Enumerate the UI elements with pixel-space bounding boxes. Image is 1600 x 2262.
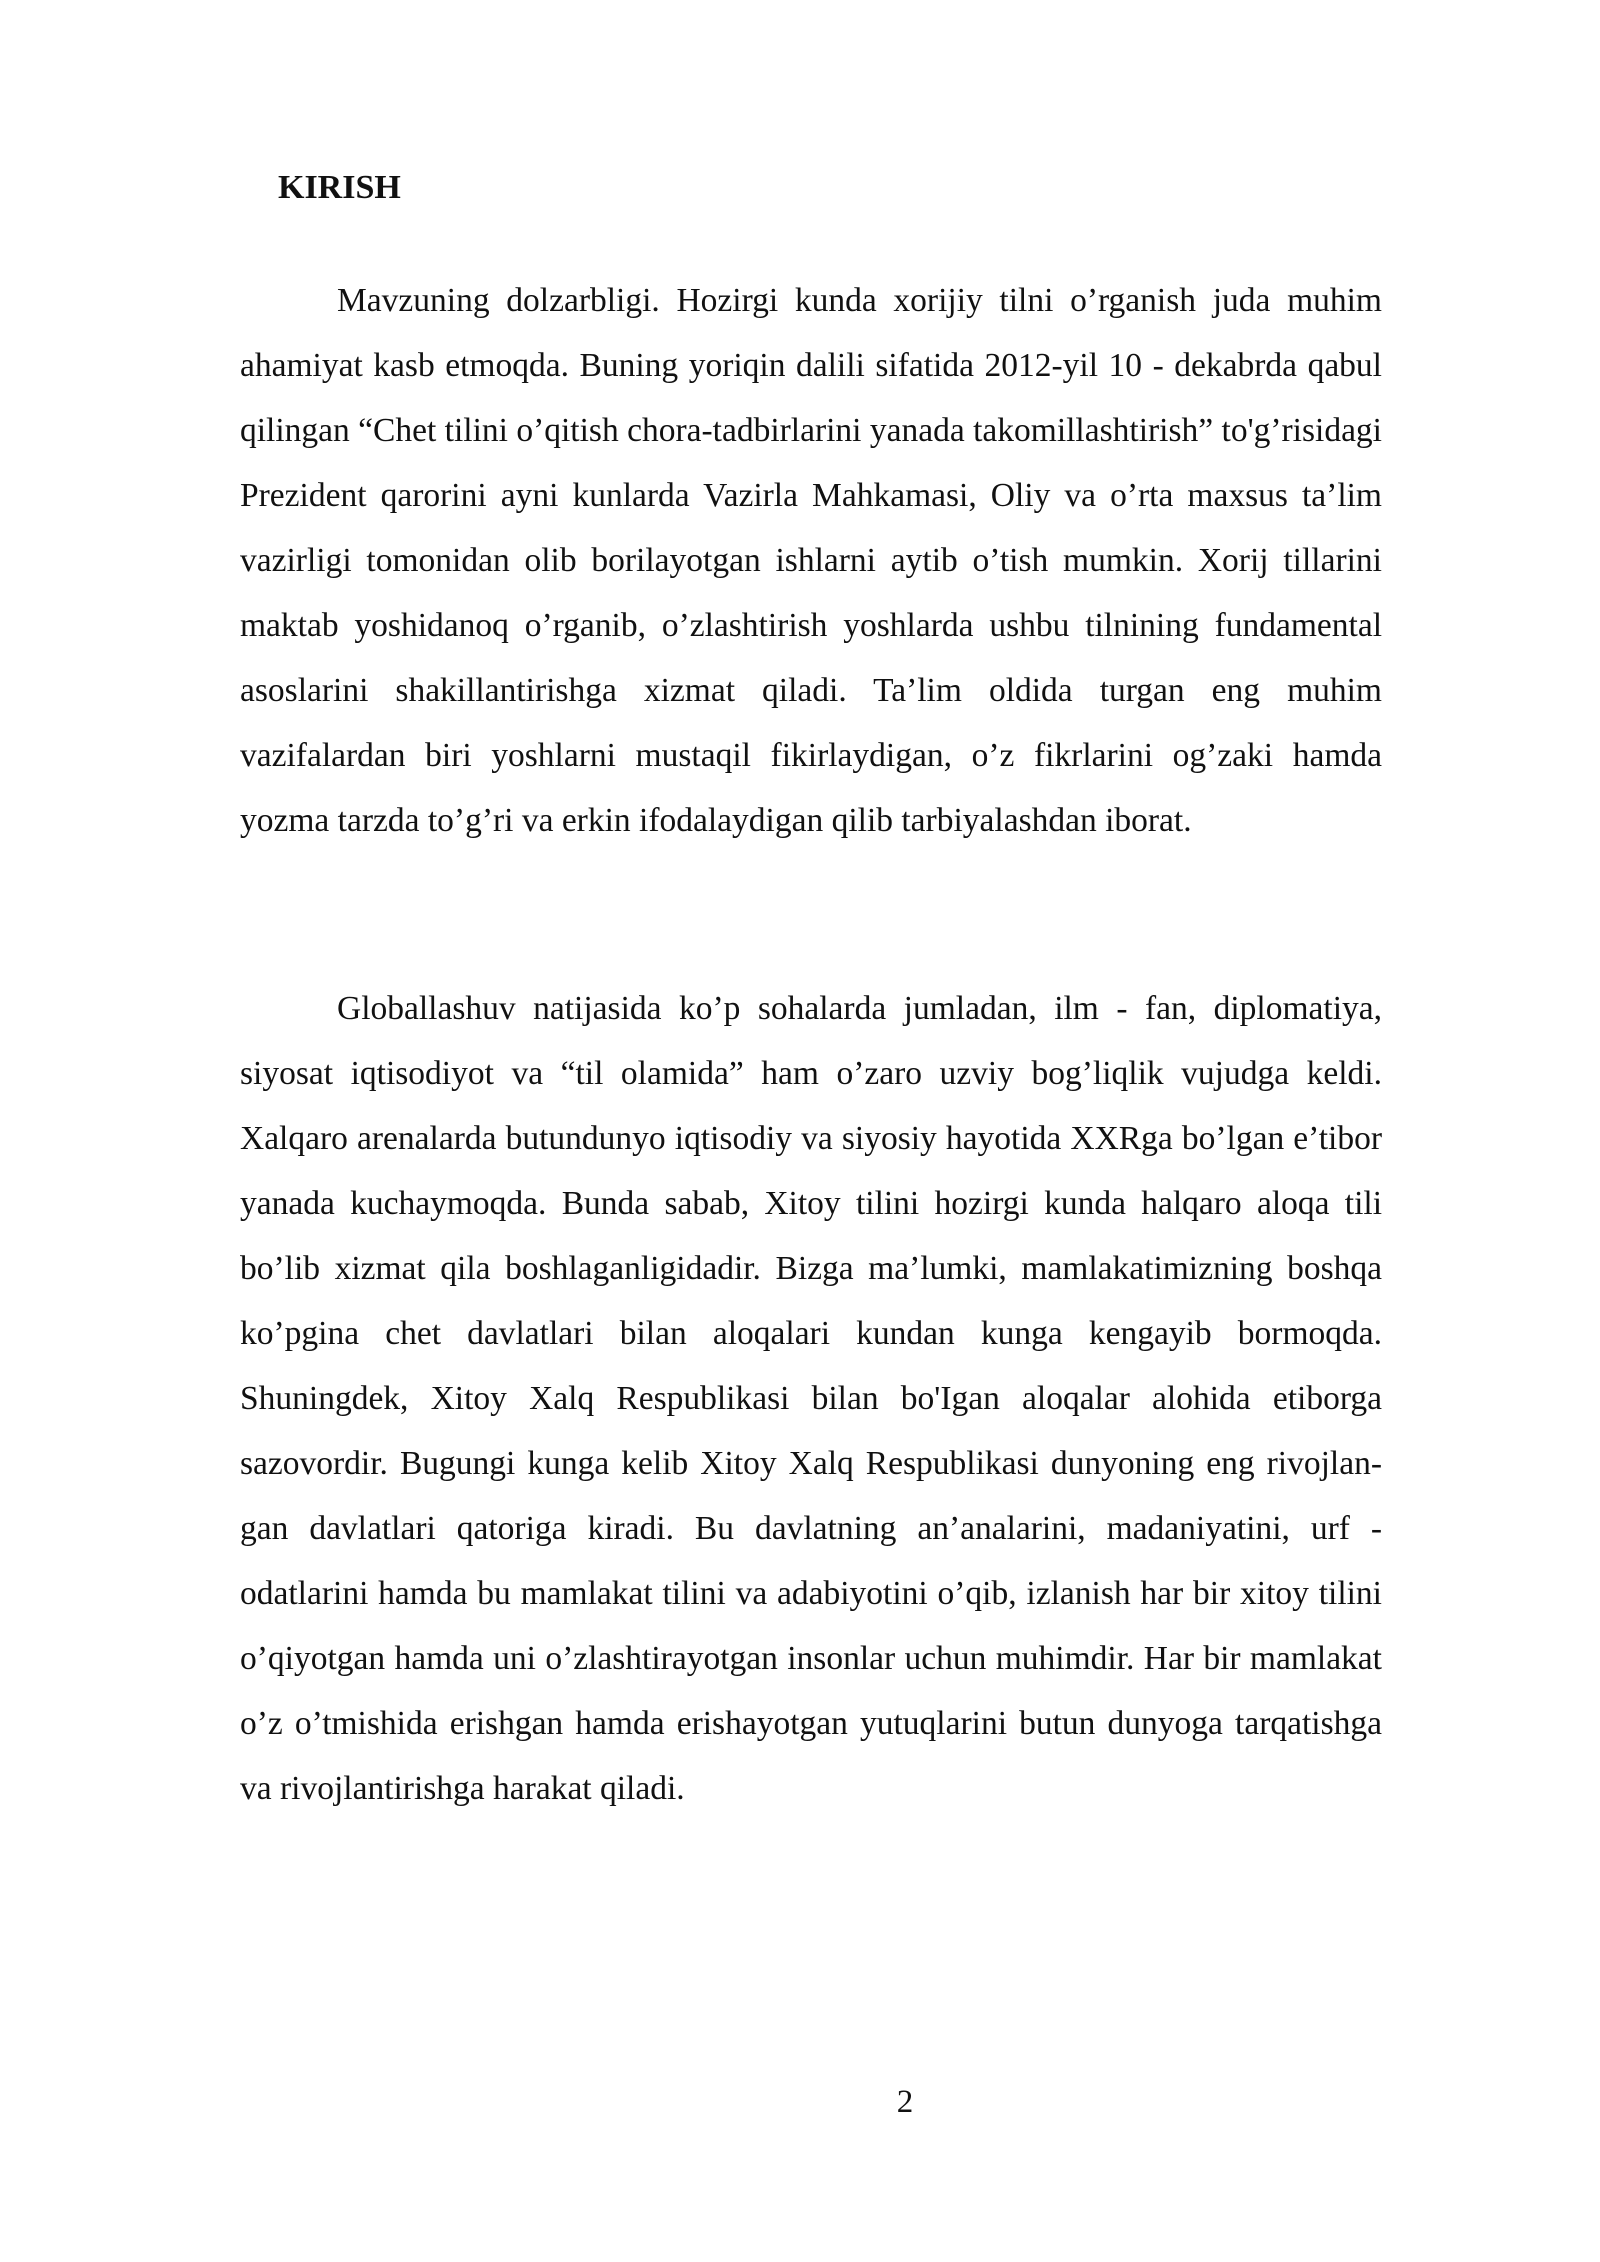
section-heading: KIRISH	[278, 169, 401, 206]
paragraph-globalization: Globallashuv natijasida ko’p sohalarda jumladan, ilm - fan, diplomatiya, siyosat iqtisodiyot va “til olamida” ham o’zaro uzviy bog’liqlik vujudga keldi. Xalqaro arenalarda butundunyo iqtisodiy va siyosiy hayotida XXRga bo’lgan e’tibor yanada kuchaymoqda. Bunda sabab, Xitoy tilini hozirgi kunda halqaro aloqa tili bo’lib xizmat qila boshlaganligidadir. Bizga ma’lumki, mamlakatimizning boshqa ko’pgina chet davlatlari bilan aloqalari kundan kunga kengayib bormoqda. Shuningdek, Xitoy Xalq Respublikasi bilan bo'Igan aloqalar alohida etiborga sazovordir. Bugungi kunga kelib Xitoy Xalq Respublikasi dunyoning eng rivojlan- gan davlatlari qatoriga kiradi. Bu davlatning an’analarini, madaniyatini, urf - odatlarini hamda bu mamlakat tilini va adabiyotini o’qib, izlanish har bir xitoy tilini o’qiyotgan hamda uni o’zlashtirayotgan insonlar uchun muhimdir. Har bir mamlakat o’z o’tmishida erishgan hamda erishayotgan yutuqlarini butun dunyoga tarqatishga va rivojlantirishga harakat qiladi.	[240, 990, 1382, 1807]
page-number: 2	[896, 2084, 914, 2120]
paragraph-relevance: Mavzuning dolzarbligi. Hozirgi kunda xorijiy tilni o’rganish juda muhim ahamiyat kasb etmoqda. Buning yoriqin dalili sifatida 2012-yil 10 - dekabrda qabul qilingan “Chet tilini o’qitish chora-tadbirlarini yanada takomillashtirish” to'g’risidagi Prezident qarorini ayni kunlarda Vazirla Mahkamasi, Oliy va o’rta maxsus ta’lim vazirligi tomonidan olib borilayotgan ishlarni aytib o’tish mumkin. Xorij tillarini maktab yoshidanoq o’rganib, o’zlashtirish yoshlarda ushbu tilnining fundamental asoslarini shakillantirishga xizmat qiladi. Ta’lim oldida turgan eng muhim vazifalardan biri yoshlarni mustaqil fikirlaydigan, o’z fikrlarini og’zaki hamda yozma tarzda to’g’ri va erkin ifodalaydigan qilib tarbiyalashdan iborat.	[240, 282, 1382, 839]
